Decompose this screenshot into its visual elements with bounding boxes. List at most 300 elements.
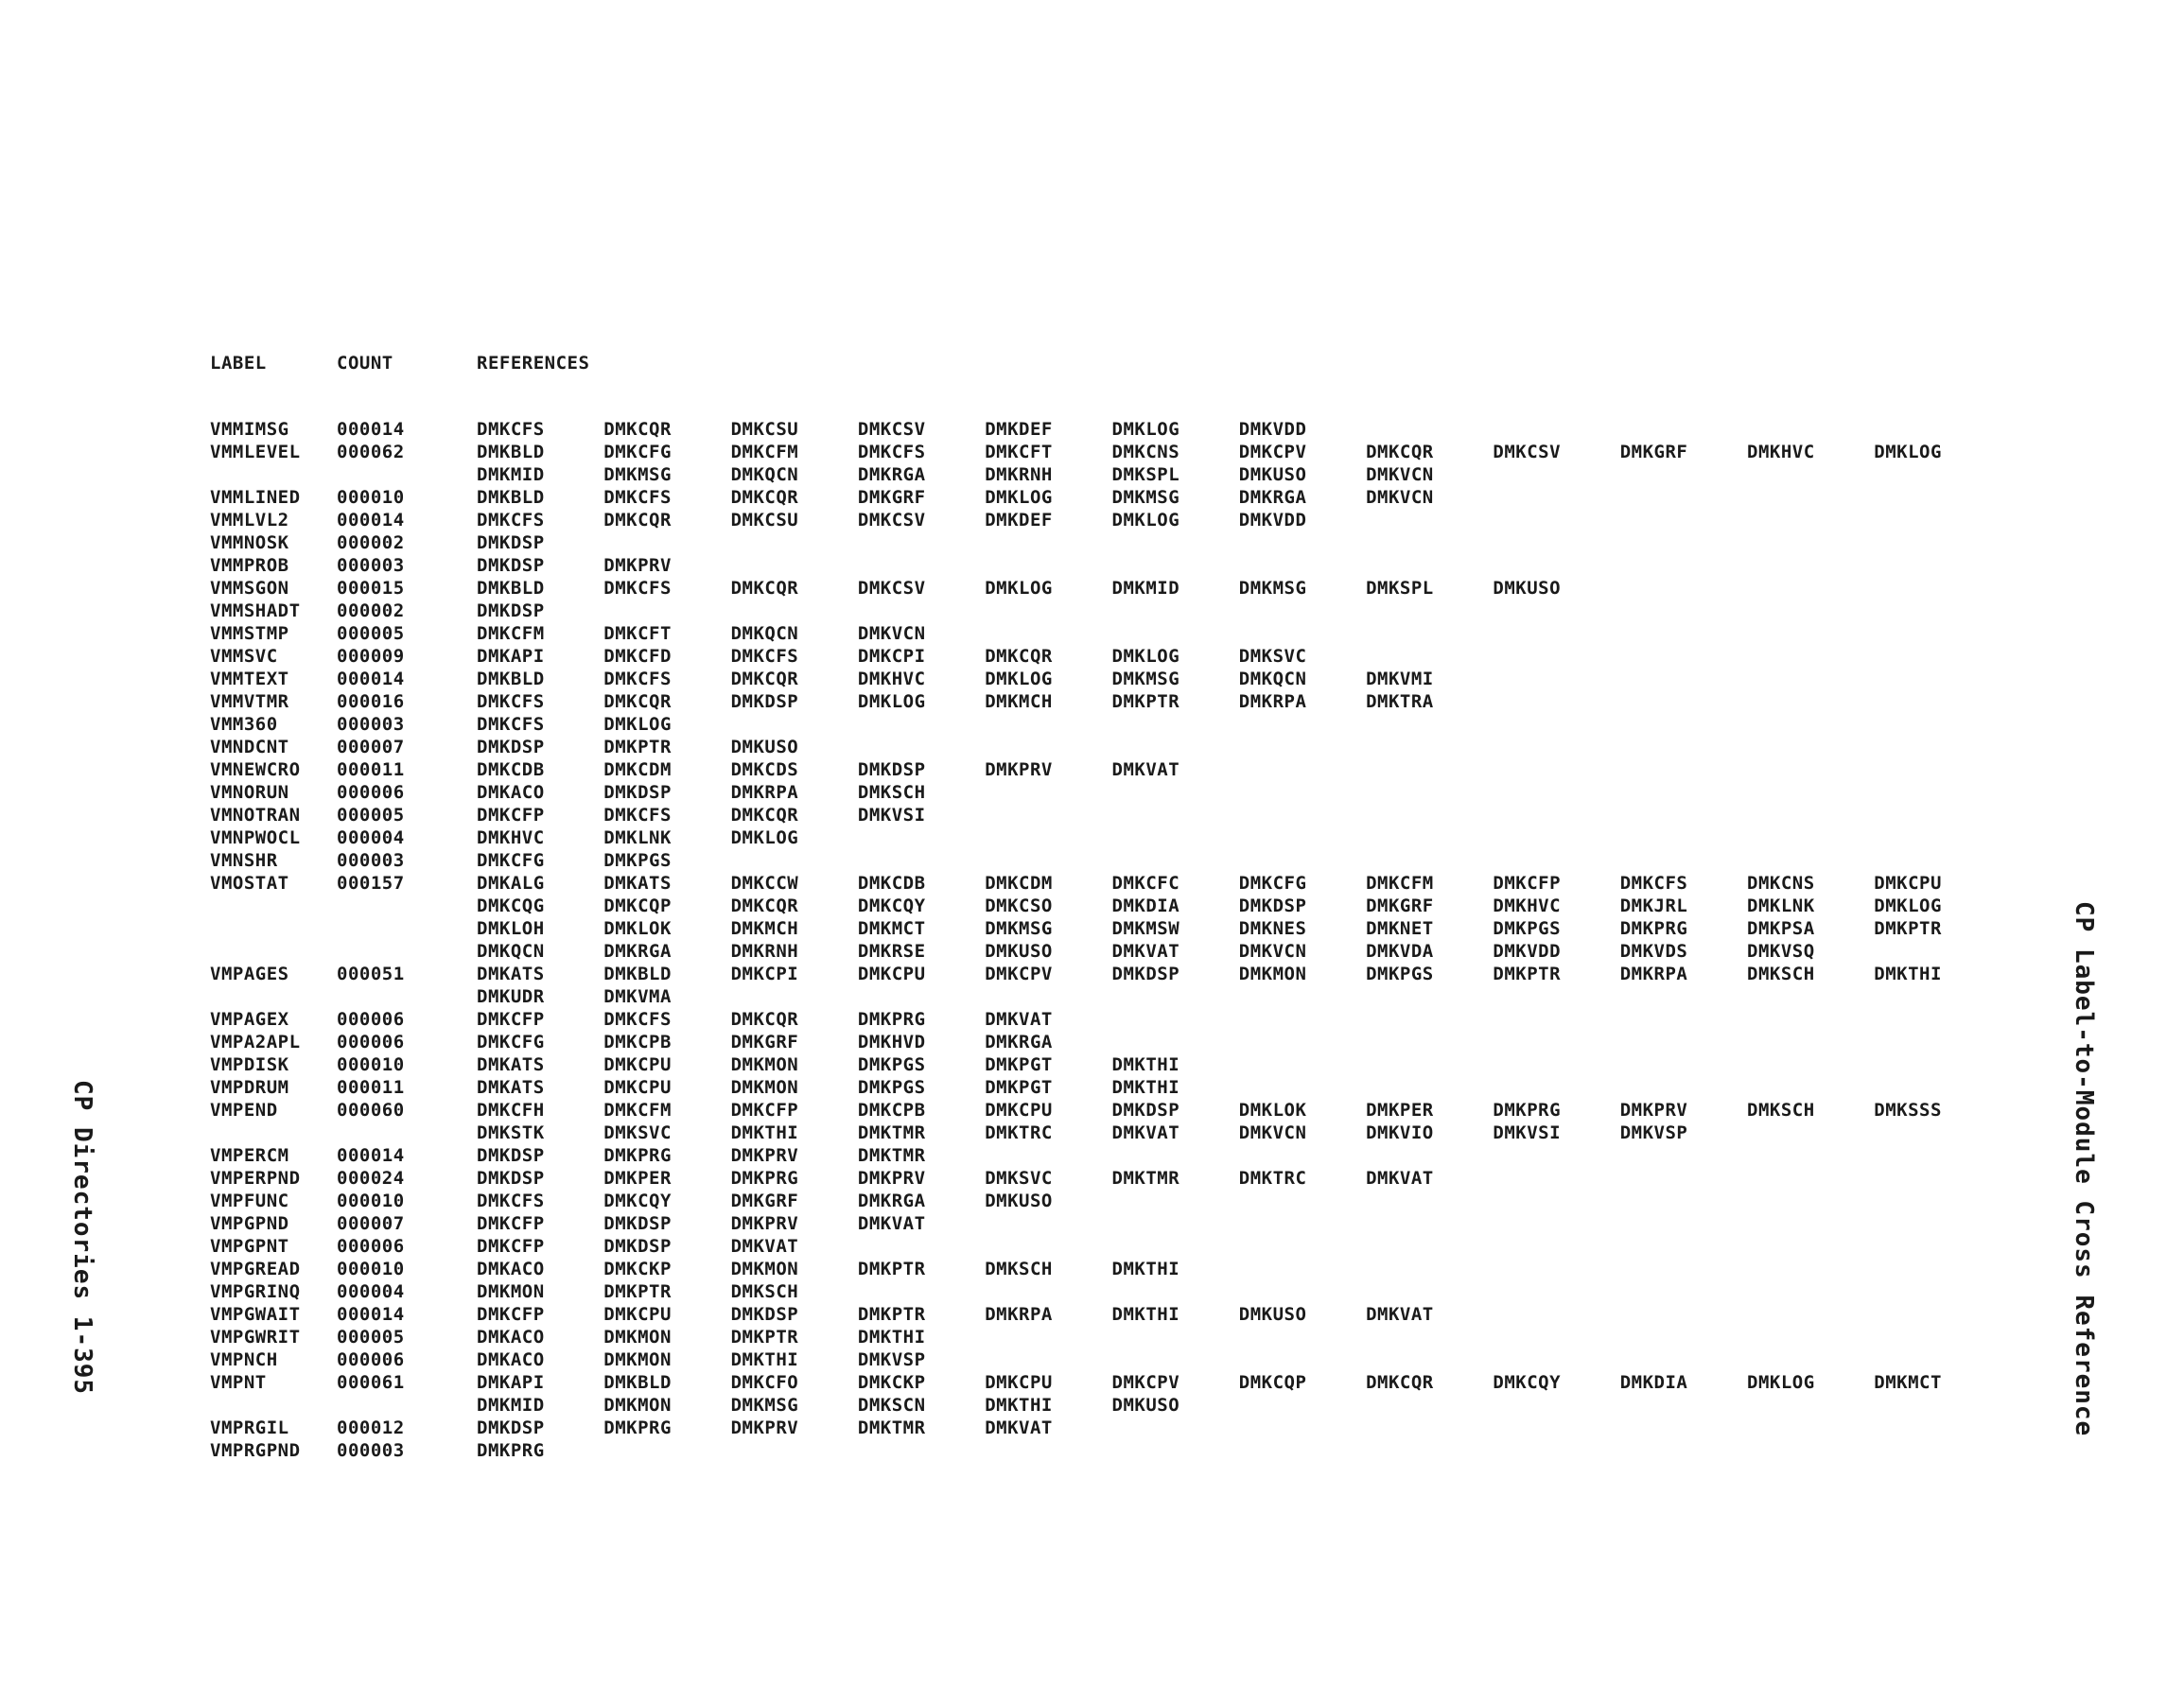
entry-label: VMMIMSG — [210, 419, 289, 440]
module-reference: DMKBLD — [603, 964, 672, 984]
entry-count: 000016 — [337, 691, 405, 712]
entry-count: 000014 — [337, 669, 405, 689]
module-reference: DMKCQR — [1366, 442, 1434, 462]
module-reference: DMKMON — [730, 1259, 799, 1279]
entry-count: 000003 — [337, 1440, 405, 1461]
entry-label: VMPGPND — [210, 1213, 289, 1234]
module-reference: DMKVCN — [1238, 1122, 1307, 1143]
module-reference: DMKCPU — [603, 1304, 672, 1325]
module-reference: DMKCQR — [603, 510, 672, 530]
entry-label: VMMSGON — [210, 578, 289, 599]
module-reference: DMKVCN — [1366, 487, 1434, 508]
module-reference: DMKCQY — [1493, 1372, 1562, 1393]
module-reference: DMKCQR — [985, 646, 1053, 667]
entry-label: VMPFUNC — [210, 1191, 289, 1211]
module-reference: DMKHVC — [857, 669, 926, 689]
module-reference: DMKCNS — [1111, 442, 1180, 462]
entry-count: 000002 — [337, 532, 405, 553]
module-reference: DMKMON — [603, 1327, 672, 1348]
entry-count: 000010 — [337, 1191, 405, 1211]
module-reference: DMKCQG — [477, 896, 545, 916]
entry-label: VMPGPNT — [210, 1236, 289, 1257]
left-side-title: CP Directories 1-395 — [68, 1080, 96, 1396]
module-reference: DMKVSQ — [1747, 941, 1815, 962]
module-reference: DMKHVC — [1747, 442, 1815, 462]
module-reference: DMKVAT — [1366, 1304, 1434, 1325]
module-reference: DMKTHI — [1874, 964, 1942, 984]
module-reference: DMKPRV — [1619, 1100, 1688, 1121]
entry-count: 000006 — [337, 1009, 405, 1030]
module-reference: DMKUSO — [985, 1191, 1053, 1211]
module-reference: DMKDSP — [477, 1168, 545, 1189]
module-reference: DMKCSU — [730, 419, 799, 440]
entry-label: VMPERPND — [210, 1168, 301, 1189]
module-reference: DMKDSP — [857, 759, 926, 780]
module-reference: DMKPTR — [1493, 964, 1562, 984]
entry-count: 000062 — [337, 442, 405, 462]
module-reference: DMKATS — [603, 873, 672, 894]
module-reference: DMKMON — [1238, 964, 1307, 984]
module-reference: DMKPRG — [1493, 1100, 1562, 1121]
module-reference: DMKLNK — [1747, 896, 1815, 916]
entry-count: 000003 — [337, 850, 405, 871]
module-reference: DMKGRF — [857, 487, 926, 508]
module-reference: DMKGRF — [1619, 442, 1688, 462]
module-reference: DMKCFS — [477, 419, 545, 440]
entry-label: VMPEND — [210, 1100, 278, 1121]
entry-label: VMMLVL2 — [210, 510, 289, 530]
entry-label: VMMLINED — [210, 487, 301, 508]
module-reference: DMKTMR — [857, 1122, 926, 1143]
module-reference: DMKMON — [730, 1077, 799, 1098]
module-reference: DMKPTR — [1874, 918, 1942, 939]
module-reference: DMKLOG — [730, 827, 799, 848]
module-reference: DMKTHI — [1111, 1077, 1180, 1098]
module-reference: DMKCFS — [477, 510, 545, 530]
module-reference: DMKMON — [603, 1349, 672, 1370]
right-side-title: CP Label-to-Module Cross Reference — [2070, 901, 2098, 1437]
entry-count: 000006 — [337, 1236, 405, 1257]
module-reference: DMKPTR — [1111, 691, 1180, 712]
entry-label: VMNDCNT — [210, 737, 289, 757]
module-reference: DMKDSP — [1111, 1100, 1180, 1121]
entry-label: VMNORUN — [210, 782, 289, 803]
entry-count: 000004 — [337, 827, 405, 848]
module-reference: DMKCFS — [857, 442, 926, 462]
module-reference: DMKRGA — [603, 941, 672, 962]
module-reference: DMKCFS — [603, 805, 672, 826]
module-reference: DMKCFM — [477, 623, 545, 644]
module-reference: DMKCPV — [985, 964, 1053, 984]
entry-count: 000004 — [337, 1281, 405, 1302]
entry-label: VMNPWOCL — [210, 827, 301, 848]
module-reference: DMKVCN — [1238, 941, 1307, 962]
module-reference: DMKCFG — [603, 442, 672, 462]
module-reference: DMKDSP — [477, 737, 545, 757]
entry-label: VMPGWAIT — [210, 1304, 301, 1325]
module-reference: DMKPRG — [730, 1168, 799, 1189]
module-reference: DMKQCN — [1238, 669, 1307, 689]
module-reference: DMKSSS — [1874, 1100, 1942, 1121]
header-references: REFERENCES — [477, 353, 590, 374]
module-reference: DMKVAT — [857, 1213, 926, 1234]
module-reference: DMKCDB — [857, 873, 926, 894]
module-reference: DMKCFS — [603, 1009, 672, 1030]
module-reference: DMKLOG — [1111, 646, 1180, 667]
module-reference: DMKUSO — [730, 737, 799, 757]
module-reference: DMKMCH — [730, 918, 799, 939]
entry-label: VMPNCH — [210, 1349, 278, 1370]
module-reference: DMKBLD — [477, 669, 545, 689]
module-reference: DMKMSG — [1238, 578, 1307, 599]
module-reference: DMKCFG — [477, 1032, 545, 1052]
module-reference: DMKCFP — [477, 1304, 545, 1325]
module-reference: DMKMCT — [857, 918, 926, 939]
module-reference: DMKPRG — [603, 1145, 672, 1166]
entry-count: 000012 — [337, 1417, 405, 1438]
module-reference: DMKSCH — [857, 782, 926, 803]
module-reference: DMKCFS — [477, 691, 545, 712]
module-reference: DMKCFS — [603, 578, 672, 599]
module-reference: DMKBLD — [477, 442, 545, 462]
module-reference: DMKMON — [477, 1281, 545, 1302]
entry-count: 000003 — [337, 555, 405, 576]
module-reference: DMKPSA — [1747, 918, 1815, 939]
module-reference: DMKMON — [603, 1395, 672, 1416]
entry-label: VMNOTRAN — [210, 805, 301, 826]
entry-count: 000005 — [337, 623, 405, 644]
module-reference: DMKTRC — [1238, 1168, 1307, 1189]
module-reference: DMKPRG — [1619, 918, 1688, 939]
entry-label: VMPRGIL — [210, 1417, 289, 1438]
module-reference: DMKMSG — [1111, 487, 1180, 508]
module-reference: DMKSCH — [1747, 964, 1815, 984]
module-reference: DMKPRG — [857, 1009, 926, 1030]
module-reference: DMKMON — [730, 1054, 799, 1075]
entry-count: 000157 — [337, 873, 405, 894]
module-reference: DMKUSO — [1493, 578, 1562, 599]
module-reference: DMKRSE — [857, 941, 926, 962]
module-reference: DMKLOK — [1238, 1100, 1307, 1121]
entry-label: VMPDRUM — [210, 1077, 289, 1098]
module-reference: DMKSPL — [1366, 578, 1434, 599]
module-reference: DMKBLD — [603, 1372, 672, 1393]
module-reference: DMKJRL — [1619, 896, 1688, 916]
module-reference: DMKCFS — [477, 714, 545, 735]
module-reference: DMKLOG — [1111, 510, 1180, 530]
module-reference: DMKCFP — [477, 1213, 545, 1234]
module-reference: DMKPTR — [857, 1304, 926, 1325]
module-reference: DMKVAT — [730, 1236, 799, 1257]
module-reference: DMKUSO — [1238, 1304, 1307, 1325]
module-reference: DMKMCT — [1874, 1372, 1942, 1393]
module-reference: DMKPTR — [857, 1259, 926, 1279]
module-reference: DMKCCW — [730, 873, 799, 894]
module-reference: DMKPGS — [857, 1054, 926, 1075]
module-reference: DMKLOG — [603, 714, 672, 735]
module-reference: DMKCQR — [603, 691, 672, 712]
module-reference: DMKTHI — [730, 1349, 799, 1370]
module-reference: DMKLOG — [857, 691, 926, 712]
module-reference: DMKBLD — [477, 578, 545, 599]
module-reference: DMKCPB — [603, 1032, 672, 1052]
module-reference: DMKDIA — [1111, 896, 1180, 916]
entry-count: 000060 — [337, 1100, 405, 1121]
module-reference: DMKSPL — [1111, 464, 1180, 485]
module-reference: DMKVAT — [985, 1009, 1053, 1030]
entry-count: 000003 — [337, 714, 405, 735]
module-reference: DMKLOG — [985, 487, 1053, 508]
module-reference: DMKTMR — [1111, 1168, 1180, 1189]
entry-label: VMMNOSK — [210, 532, 289, 553]
module-reference: DMKVDD — [1238, 419, 1307, 440]
module-reference: DMKVDD — [1493, 941, 1562, 962]
module-reference: DMKAPI — [477, 646, 545, 667]
entry-count: 000006 — [337, 1349, 405, 1370]
module-reference: DMKUDR — [477, 986, 545, 1007]
module-reference: DMKACO — [477, 1259, 545, 1279]
module-reference: DMKVDA — [1366, 941, 1434, 962]
module-reference: DMKCFM — [603, 1100, 672, 1121]
module-reference: DMKMSG — [730, 1395, 799, 1416]
module-reference: DMKCPU — [985, 1100, 1053, 1121]
module-reference: DMKCFP — [1493, 873, 1562, 894]
module-reference: DMKMSG — [985, 918, 1053, 939]
module-reference: DMKCFP — [477, 1236, 545, 1257]
module-reference: DMKLOG — [985, 669, 1053, 689]
entry-count: 000015 — [337, 578, 405, 599]
entry-label: VMPGWRIT — [210, 1327, 301, 1348]
entry-count: 000006 — [337, 782, 405, 803]
module-reference: DMKSVC — [1238, 646, 1307, 667]
module-reference: DMKCKP — [603, 1259, 672, 1279]
entry-count: 000007 — [337, 737, 405, 757]
module-reference: DMKTHI — [985, 1395, 1053, 1416]
module-reference: DMKRPA — [985, 1304, 1053, 1325]
module-reference: DMKUSO — [1238, 464, 1307, 485]
module-reference: DMKCFM — [1366, 873, 1434, 894]
module-reference: DMKLOG — [985, 578, 1053, 599]
module-reference: DMKMSG — [1111, 669, 1180, 689]
module-reference: DMKCSV — [857, 578, 926, 599]
module-reference: DMKCSO — [985, 896, 1053, 916]
entry-count: 000009 — [337, 646, 405, 667]
module-reference: DMKCDS — [730, 759, 799, 780]
module-reference: DMKCPU — [603, 1077, 672, 1098]
entry-count: 000010 — [337, 1054, 405, 1075]
module-reference: DMKCFS — [603, 487, 672, 508]
module-reference: DMKVMI — [1366, 669, 1434, 689]
module-reference: DMKPER — [603, 1168, 672, 1189]
entry-label: VMMSHADT — [210, 600, 301, 621]
module-reference: DMKPGS — [1493, 918, 1562, 939]
module-reference: DMKGRF — [1366, 896, 1434, 916]
module-reference: DMKAPI — [477, 1372, 545, 1393]
entry-count: 000002 — [337, 600, 405, 621]
module-reference: DMKVAT — [1111, 759, 1180, 780]
module-reference: DMKUSO — [985, 941, 1053, 962]
module-reference: DMKCQP — [603, 896, 672, 916]
entry-count: 000011 — [337, 759, 405, 780]
module-reference: DMKCFT — [603, 623, 672, 644]
entry-label: VMNSHR — [210, 850, 278, 871]
module-reference: DMKVCN — [857, 623, 926, 644]
module-reference: DMKDEF — [985, 419, 1053, 440]
entry-count: 000024 — [337, 1168, 405, 1189]
module-reference: DMKDSP — [477, 532, 545, 553]
module-reference: DMKCDM — [985, 873, 1053, 894]
module-reference: DMKNET — [1366, 918, 1434, 939]
module-reference: DMKVSI — [857, 805, 926, 826]
module-reference: DMKVDD — [1238, 510, 1307, 530]
module-reference: DMKQCN — [477, 941, 545, 962]
entry-label: VMPA2APL — [210, 1032, 301, 1052]
entry-label: VMPGRINQ — [210, 1281, 301, 1302]
module-reference: DMKCQR — [730, 578, 799, 599]
module-reference: DMKHVC — [477, 827, 545, 848]
module-reference: DMKSCH — [1747, 1100, 1815, 1121]
module-reference: DMKTMR — [857, 1145, 926, 1166]
module-reference: DMKQCN — [730, 464, 799, 485]
module-reference: DMKLOG — [1874, 896, 1942, 916]
module-reference: DMKTRA — [1366, 691, 1434, 712]
module-reference: DMKMCH — [985, 691, 1053, 712]
module-reference: DMKDSP — [1238, 896, 1307, 916]
module-reference: DMKACO — [477, 782, 545, 803]
module-reference: DMKCFS — [603, 669, 672, 689]
module-reference: DMKCFT — [985, 442, 1053, 462]
module-reference: DMKPGT — [985, 1077, 1053, 1098]
module-reference: DMKLOH — [477, 918, 545, 939]
module-reference: DMKCFM — [730, 442, 799, 462]
module-reference: DMKCPV — [1238, 442, 1307, 462]
module-reference: DMKPRV — [730, 1145, 799, 1166]
entry-label: VMPERCM — [210, 1145, 289, 1166]
module-reference: DMKCFS — [477, 1191, 545, 1211]
module-reference: DMKPTR — [730, 1327, 799, 1348]
module-reference: DMKRPA — [1619, 964, 1688, 984]
module-reference: DMKHVD — [857, 1032, 926, 1052]
entry-count: 000014 — [337, 419, 405, 440]
module-reference: DMKVMA — [603, 986, 672, 1007]
entry-label: VMMPROB — [210, 555, 289, 576]
module-reference: DMKTHI — [1111, 1259, 1180, 1279]
module-reference: DMKCFP — [477, 805, 545, 826]
module-reference: DMKTMR — [857, 1417, 926, 1438]
module-reference: DMKSCN — [857, 1395, 926, 1416]
entry-label: VMPNT — [210, 1372, 267, 1393]
entry-count: 000061 — [337, 1372, 405, 1393]
module-reference: DMKDSP — [477, 600, 545, 621]
module-reference: DMKCQR — [730, 805, 799, 826]
module-reference: DMKCPI — [857, 646, 926, 667]
module-reference: DMKMID — [477, 1395, 545, 1416]
module-reference: DMKDSP — [603, 782, 672, 803]
entry-label: VMOSTAT — [210, 873, 289, 894]
module-reference: DMKCFH — [477, 1100, 545, 1121]
entry-count: 000005 — [337, 1327, 405, 1348]
module-reference: DMKLOG — [1111, 419, 1180, 440]
module-reference: DMKVCN — [1366, 464, 1434, 485]
header-label: LABEL — [210, 353, 267, 374]
module-reference: DMKDSP — [477, 1145, 545, 1166]
module-reference: DMKSCH — [985, 1259, 1053, 1279]
module-reference: DMKCPI — [730, 964, 799, 984]
module-reference: DMKRGA — [1238, 487, 1307, 508]
module-reference: DMKPTR — [603, 1281, 672, 1302]
module-reference: DMKDSP — [603, 1213, 672, 1234]
module-reference: DMKCNS — [1747, 873, 1815, 894]
module-reference: DMKATS — [477, 1077, 545, 1098]
module-reference: DMKDSP — [730, 691, 799, 712]
module-reference: DMKCPV — [1111, 1372, 1180, 1393]
module-reference: DMKPRV — [603, 555, 672, 576]
module-reference: DMKRPA — [730, 782, 799, 803]
module-reference: DMKDSP — [603, 1236, 672, 1257]
module-reference: DMKVAT — [1366, 1168, 1434, 1189]
module-reference: DMKCQR — [730, 669, 799, 689]
module-reference: DMKPRV — [730, 1213, 799, 1234]
module-reference: DMKCPU — [1874, 873, 1942, 894]
module-reference: DMKCFG — [477, 850, 545, 871]
module-reference: DMKQCN — [730, 623, 799, 644]
module-reference: DMKPRV — [730, 1417, 799, 1438]
module-reference: DMKCQP — [1238, 1372, 1307, 1393]
entry-label: VMNEWCRO — [210, 759, 301, 780]
module-reference: DMKCKP — [857, 1372, 926, 1393]
module-reference: DMKCDM — [603, 759, 672, 780]
module-reference: DMKNES — [1238, 918, 1307, 939]
module-reference: DMKCFS — [730, 646, 799, 667]
module-reference: DMKTHI — [1111, 1304, 1180, 1325]
entry-label: VMPRGPND — [210, 1440, 301, 1461]
module-reference: DMKTHI — [1111, 1054, 1180, 1075]
module-reference: DMKLOG — [1874, 442, 1942, 462]
module-reference: DMKRNH — [985, 464, 1053, 485]
module-reference: DMKCQY — [857, 896, 926, 916]
entry-count: 000014 — [337, 1304, 405, 1325]
module-reference: DMKCFP — [730, 1100, 799, 1121]
module-reference: DMKVSP — [1619, 1122, 1688, 1143]
module-reference: DMKMID — [477, 464, 545, 485]
module-reference: DMKCFD — [603, 646, 672, 667]
module-reference: DMKGRF — [730, 1191, 799, 1211]
module-reference: DMKMSW — [1111, 918, 1180, 939]
module-reference: DMKLNK — [603, 827, 672, 848]
module-reference: DMKCQR — [603, 419, 672, 440]
module-reference: DMKHVC — [1493, 896, 1562, 916]
module-reference: DMKPGS — [857, 1077, 926, 1098]
module-reference: DMKCFC — [1111, 873, 1180, 894]
module-reference: DMKVAT — [1111, 1122, 1180, 1143]
entry-label: VMMLEVEL — [210, 442, 301, 462]
module-reference: DMKDSP — [477, 1417, 545, 1438]
entry-count: 000006 — [337, 1032, 405, 1052]
module-reference: DMKCFP — [477, 1009, 545, 1030]
module-reference: DMKDIA — [1619, 1372, 1688, 1393]
module-reference: DMKTRC — [985, 1122, 1053, 1143]
module-reference: DMKACO — [477, 1327, 545, 1348]
entry-count: 000014 — [337, 1145, 405, 1166]
module-reference: DMKRGA — [857, 1191, 926, 1211]
module-reference: DMKGRF — [730, 1032, 799, 1052]
module-reference: DMKVSP — [857, 1349, 926, 1370]
module-reference: DMKRGA — [857, 464, 926, 485]
module-reference: DMKPER — [1366, 1100, 1434, 1121]
module-reference: DMKCPB — [857, 1100, 926, 1121]
module-reference: DMKATS — [477, 964, 545, 984]
entry-label: VMMSVC — [210, 646, 278, 667]
